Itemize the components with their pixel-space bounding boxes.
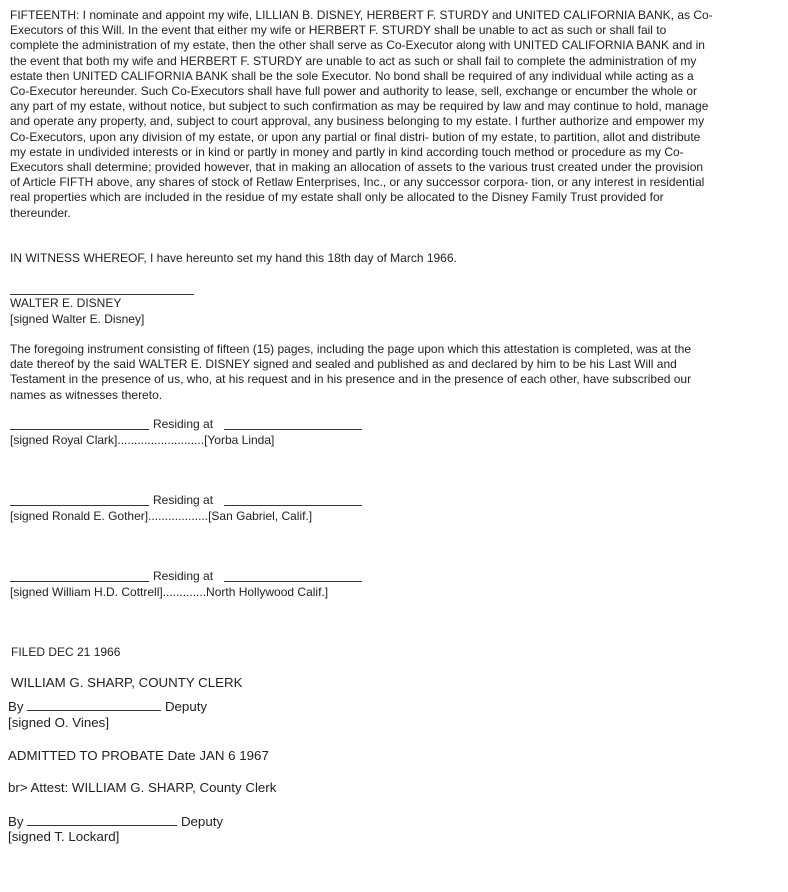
deputy-label: Deputy — [164, 699, 208, 714]
attestation-paragraph: The foregoing instrument consisting of fifteen (15) pages, including the page upon which this attestation is completed, was at the date thereof by the said WALTER E. DISNEY signed and sealed and published as and declared by him to be his Last Will and Testament in the presence of us, who, at his request and in his presence and in the presence of each other, have subscribed our names as witnesses thereto. — [10, 342, 692, 402]
deputy-signature-line — [27, 825, 177, 826]
testator-signature-line — [10, 294, 194, 295]
witness-signature-note: [signed Ronald E. Gother]..................[San Gabriel, Calif.] — [10, 509, 313, 523]
witness-block — [10, 417, 274, 448]
deputy-label: Deputy — [180, 814, 224, 829]
testator-name: WALTER E. DISNEY — [10, 296, 122, 310]
attest-line: br> Attest: WILLIAM G. SHARP, County Clerk — [8, 780, 277, 795]
witness-signature-line — [10, 429, 149, 430]
residing-label: Residing at — [153, 417, 214, 431]
by-label: By — [8, 699, 24, 714]
testator-signed-note: [signed Walter E. Disney] — [10, 312, 145, 326]
residing-label: Residing at — [153, 569, 214, 583]
signed-deputy-2: [signed T. Lockard] — [8, 829, 120, 844]
by-deputy-row-1 — [8, 699, 207, 715]
residence-line — [224, 581, 362, 582]
paragraph-fifteenth: FIFTEENTH: I nominate and appoint my wife, LILLIAN B. DISNEY, HERBERT F. STURDY and UNITED CALIFORNIA BANK, as Co-Executors of this Will. In the event that either my wife or HERBERT F. STURDY shall be unable to act as such or shall fail to complete the administration of my estate, then the other shall serve as Co-Executor along with UNITED CALIFORNIA BANK and in the event that both my wife and HERBERT F. STURDY are unable to act as such or shall fail to complete the administration of my estate then UNITED CALIFORNIA BANK shall be the sole Executor. No bond shall be required of any individual while acting as a Co-Executor hereunder. Such Co-Executors shall have full power and authority to lease, sell, exchange or encumber the whole or any part of my estate, without notice, but subject to such confirmation as may be required by law and may continue to hold, manage and operate any property, and, subject to court approval, any business belonging to my estate. I further authorize and empower my Co-Executors, upon any division of my estate, or upon any partial or final distri- bution of my estate, to partition, allot and distribute my estate in undivided interests or in kind or partly in money and partly in kind according touch method or procedure as my Co-Executors shall determine; provided however, that in making an allocation of assets to the various trust created under the provision of Article FIFTH above, any shares of stock of Retlaw Enterprises, Inc., or any successor corpora- tion, or any interest in residential real properties which are included in the residue of my estate shall only be allocated to the Disney Family Trust provided for thereunder. — [10, 8, 713, 220]
by-deputy-row-2 — [8, 814, 223, 830]
residing-label: Residing at — [153, 493, 214, 507]
witness-block — [10, 493, 312, 524]
witness-signature-line — [10, 505, 149, 506]
residence-line — [224, 429, 362, 430]
filed-date: FILED DEC 21 1966 — [11, 645, 121, 659]
witness-signature-note: [signed Royal Clark]..........................[Yorba Linda] — [10, 433, 275, 447]
deputy-signature-line — [27, 710, 161, 711]
county-clerk: WILLIAM G. SHARP, COUNTY CLERK — [11, 675, 243, 690]
witness-signature-line — [10, 581, 149, 582]
by-label: By — [8, 814, 24, 829]
witness-whereof-text: IN WITNESS WHEREOF, I have hereunto set my hand this 18th day of March 1966. — [10, 251, 457, 265]
witness-signature-note: [signed William H.D. Cottrell].............North Hollywood Calif.] — [10, 585, 329, 599]
signed-deputy-1: [signed O. Vines] — [8, 715, 110, 730]
admitted-to-probate: ADMITTED TO PROBATE Date JAN 6 1967 — [8, 748, 269, 763]
residence-line — [224, 505, 362, 506]
witness-block — [10, 569, 328, 600]
